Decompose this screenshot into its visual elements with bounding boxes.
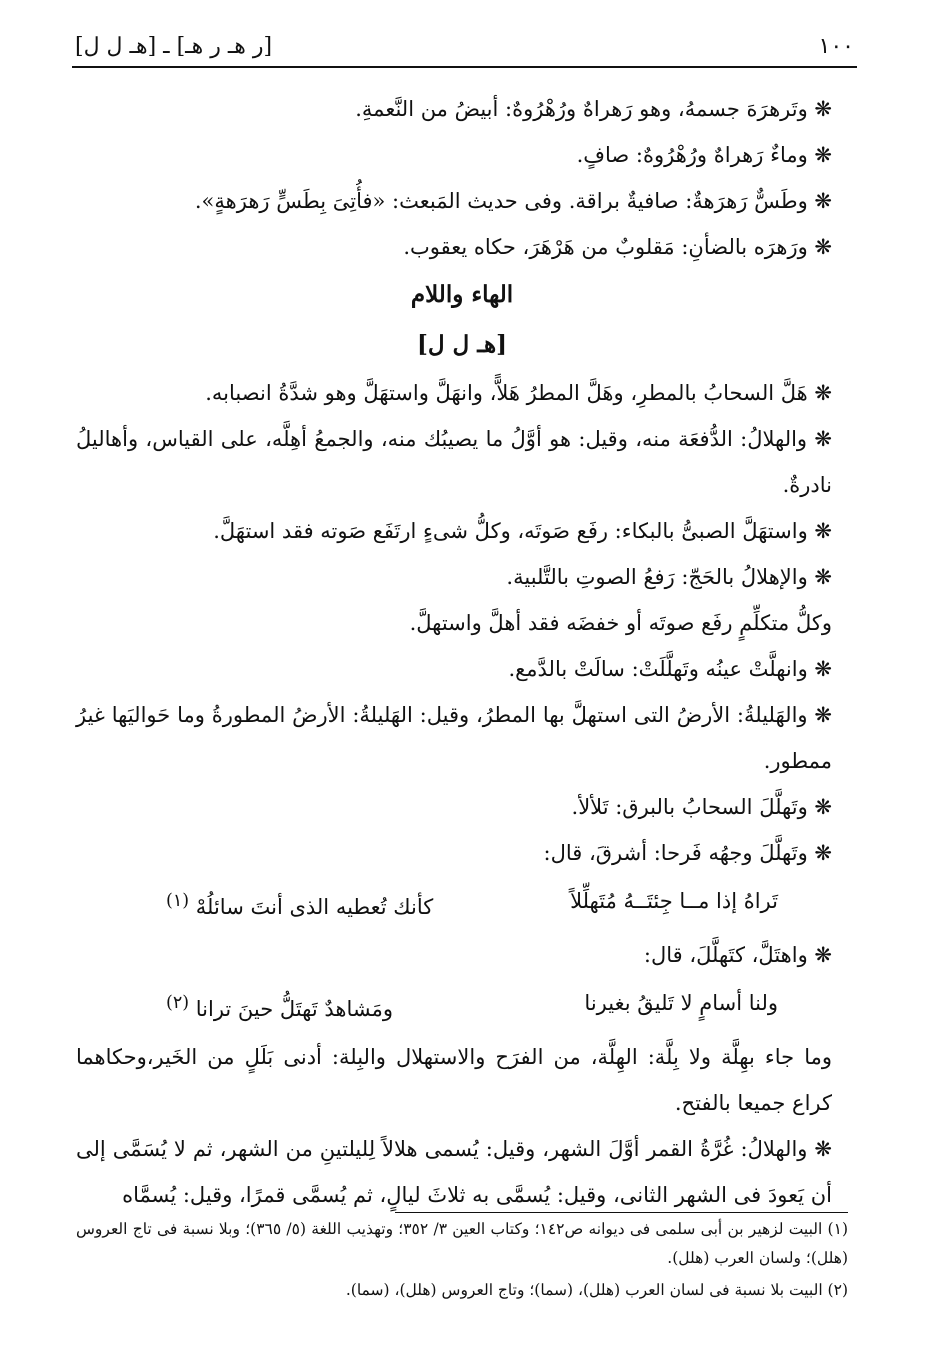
verse-hemistich-second — [166, 978, 393, 1034]
entry-paragraph: ❋ وتَرهرَهَ جسمهُ، وهو رَهراهٌ ورُهْرُوهٌ: أبيضُ من النَّعمةِ. — [355, 97, 832, 121]
entries-body — [76, 86, 848, 1218]
footnote: (٢) البيت بلا نسبة فى لسان العرب (هلل)، (سما)؛ وتاج العروس (هلل)، (سما). — [345, 1281, 848, 1299]
footnote: (١) البيت لزهير بن أبى سلمى فى ديوانه ص١٤٢؛ وكتاب العين ٣/ ٣٥٢؛ وتهذيب اللغة (٥/ ٣٦٥)؛ وبلا نسبة فى تاج العروس (هلل)؛ ولسان العرب (هلل). — [76, 1220, 848, 1267]
poetry-verse — [76, 978, 848, 1034]
verse-hemistich-first: ولنا أسامٍ لا تَليقُ بغيرنا — [584, 991, 778, 1015]
entry-paragraph: ❋ والهَليلةُ: الأرضُ التى استهلَّ بها المطرُ، وقيل: الهَليلةُ: الأرضُ المطورةُ وما حَواليَها غيرُ ممطور. — [76, 703, 832, 773]
entry-paragraph: ❋ وماءٌ رَهراهٌ ورُهْرُوهٌ: صافٍ. — [576, 143, 832, 167]
footnote-ref: (١) — [166, 891, 190, 911]
entry-paragraph: ❋ وتَهلَّلَ السحابُ بالبرق: تَلألأ. — [571, 795, 832, 819]
entry-paragraph: ❋ والإهلالُ بالحَجّ: رَفعُ الصوتِ بالتَّلبية. — [506, 565, 832, 589]
page-number: ١٠٠ — [818, 33, 854, 59]
entry-paragraph: ❋ واهتَلَّ، كتَهلَّلَ، قال: — [643, 943, 832, 967]
entry-paragraph: ❋ هَلَّ السحابُ بالمطرِ، وهَلَّ المطرُ هَلاًّ، وانهَلَّ واستهَلَّ وهو شدَّةُ انصبابه. — [205, 381, 832, 405]
verse-text: ومَشاهدٌ تَهتَلُّ حينَ ترانا — [195, 997, 393, 1021]
entry-paragraph: وكلُّ متكلِّمٍ رفَع صوتَه أو خفضَه فقد أهلَّ واستهلَّ. — [409, 611, 832, 635]
entry-paragraph: ❋ والهلالُ: غُرَّةُ القمر أوَّلَ الشهر، وقيل: يُسمى هلالاً لِليلتينِ من الشهر، ثم لا يُسَمَّى إلى أن يَعودَ فى الشهر الثانى، وقيل: يُسمَّى به ثلاثَ ليالٍ، ثم يُسمَّى قمرًا، وقيل: يُسمَّاه — [76, 1137, 832, 1207]
entry-paragraph: ❋ وانهلَّتْ عينُه وتَهلَّلَتْ: سالَتْ بالدَّمع. — [508, 657, 832, 681]
root-range: [ر هـ ر هـ] ـ [هـ ل ل] — [75, 33, 273, 59]
page-header — [75, 28, 854, 64]
entry-paragraph: ❋ وطَسٌّ رَهرَهةٌ: صافيةٌ براقة. وفى حديث المَبعث: «فأُتِىَ بِطَسٍّ رَهرَهةٍ». — [194, 189, 832, 213]
section-title: الهاء واللام — [410, 281, 514, 308]
footnote-rule — [395, 1212, 848, 1213]
verse-hemistich-first: تَراهُ إذا مــا جِئتَــهُ مُتَهلِّلاً — [570, 889, 778, 913]
footnote-ref: (٢) — [166, 993, 190, 1013]
entry-paragraph: ❋ ورَهرَه بالضأنِ: مَقلوبٌ من هَرْهَرَ، حكاه يعقوب. — [403, 235, 832, 259]
entry-paragraph: ❋ واستهَلَّ الصبىُّ بالبكاء: رفَع صَوتَه، وكلُّ شىءٍ ارتَفَع صَوته فقد استهَلَّ. — [213, 519, 832, 543]
entry-paragraph: وما جاء بهِلَّة ولا بِلَّة: الهِلَّة، من الفرَح والاستهلال والبِلة: أدنى بَلَلٍ من الخَير،وحكاهما كراع جميعا بالفتح. — [76, 1045, 832, 1115]
entry-paragraph: ❋ وتَهلَّلَ وجهُه فَرحا: أشرقَ، قال: — [543, 841, 832, 865]
footnotes — [76, 1215, 848, 1308]
root-title: [هـ ل ل] — [416, 331, 508, 358]
verse-hemistich-second — [166, 876, 433, 932]
header-rule — [72, 66, 857, 68]
verse-text: كأنك تُعطيه الذى أنتَ سائلُهْ — [195, 895, 434, 919]
entry-paragraph: ❋ والهلالُ: الدُّفعَة منه، وقيل: هو أوَّلُ ما يصيبُك منه، والجمعُ أهِلَّه، على القياس، وأهاليلُ نادرةٌ. — [76, 427, 832, 497]
poetry-verse — [76, 876, 848, 932]
